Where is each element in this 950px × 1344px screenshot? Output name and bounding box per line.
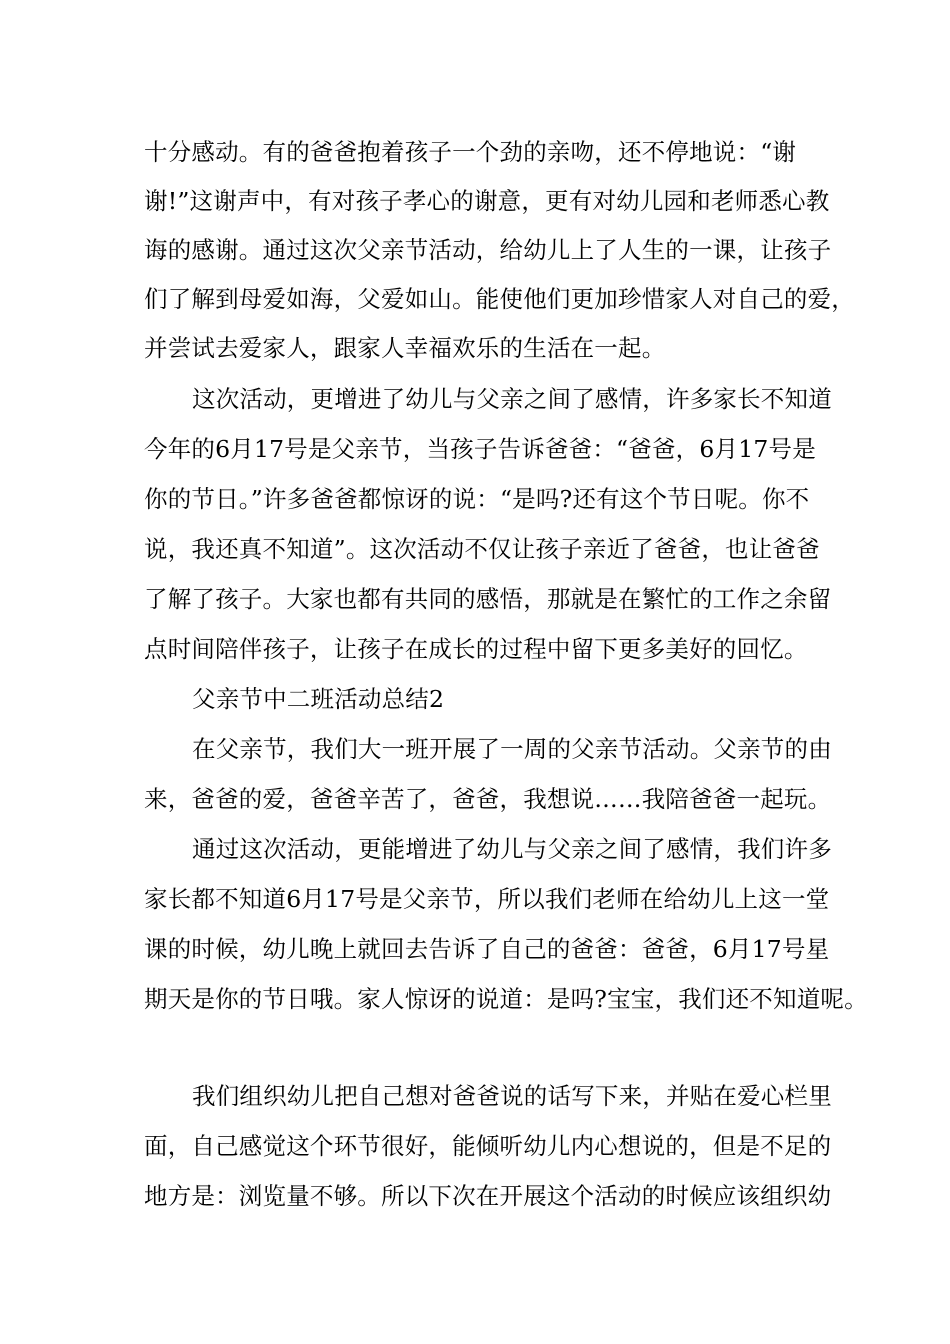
text-line: 今年的6月17号是父亲节，当孩子告诉爸爸：“爸爸，6月17号是: [144, 435, 816, 463]
text-line: 地方是：浏览量不够。所以下次在开展这个活动的时候应该组织幼: [144, 1182, 832, 1210]
section-heading: 父亲节中二班活动总结2: [192, 685, 445, 713]
text-line: 在父亲节，我们大一班开展了一周的父亲节活动。父亲节的由: [192, 735, 832, 763]
text-line: 家长都不知道6月17号是父亲节，所以我们老师在给幼儿上这一堂: [144, 885, 830, 913]
text-line: 来，爸爸的爱，爸爸辛苦了，爸爸，我想说……我陪爸爸一起玩。: [144, 785, 832, 813]
text-line: 我们组织幼儿把自己想对爸爸说的话写下来，并贴在爱心栏里: [192, 1082, 832, 1110]
text-line: 课的时候，幼儿晚上就回去告诉了自己的爸爸：爸爸，6月17号星: [144, 935, 830, 963]
text-line: 说，我还真不知道”。这次活动不仅让孩子亲近了爸爸，也让爸爸: [144, 535, 820, 563]
text-line: 你的节日。”许多爸爸都惊讶的说：“是吗?还有这个节日呢。你不: [144, 485, 810, 513]
text-line: 十分感动。有的爸爸抱着孩子一个劲的亲吻，还不停地说：“谢: [144, 138, 797, 166]
text-line: 面，自己感觉这个环节很好，能倾听幼儿内心想说的，但是不足的: [144, 1132, 832, 1160]
text-line: 点时间陪伴孩子，让孩子在成长的过程中留下更多美好的回忆。: [144, 635, 808, 663]
text-line: 诲的感谢。通过这次父亲节活动，给幼儿上了人生的一课，让孩子: [144, 236, 832, 264]
text-line: 并尝试去爱家人，跟家人幸福欢乐的生活在一起。: [144, 334, 666, 362]
text-line: 们了解到母爱如海，父爱如山。能使他们更加珍惜家人对自己的爱，: [144, 285, 855, 313]
text-line: 了解了孩子。大家也都有共同的感悟，那就是在繁忙的工作之余留: [144, 585, 832, 613]
text-line: 通过这次活动，更能增进了幼儿与父亲之间了感情，我们许多: [192, 835, 832, 863]
text-line: 期天是你的节日哦。家人惊讶的说道：是吗?宝宝，我们还不知道呢。: [144, 985, 868, 1013]
text-line: 谢!”这谢声中，有对孩子孝心的谢意，更有对幼儿园和老师悉心教: [144, 187, 830, 215]
text-line: 这次活动，更增进了幼儿与父亲之间了感情，许多家长不知道: [192, 385, 832, 413]
